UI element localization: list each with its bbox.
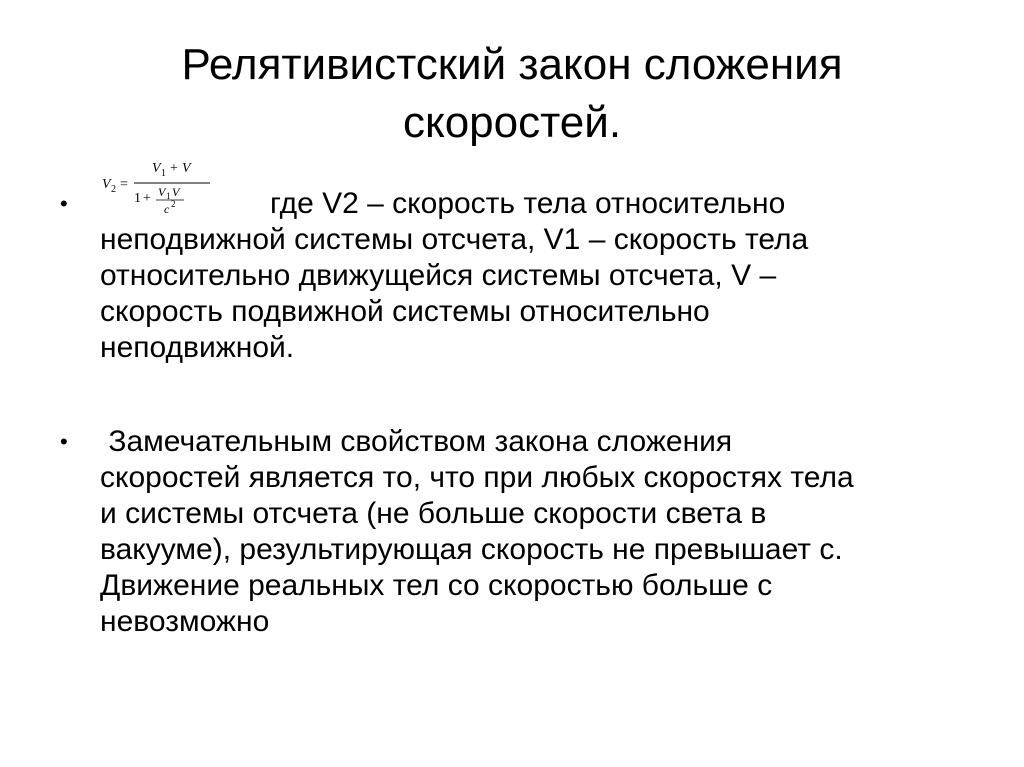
formula-num-v2: V	[182, 161, 191, 176]
formula-den-frac-v: V	[158, 185, 166, 199]
formula-num-v: V	[152, 161, 161, 176]
bullet-2-line-3: и системы отсчета (не больше скорости света в	[100, 497, 767, 530]
bullet-marker-1: •	[60, 191, 68, 216]
formula-den-frac-c: c	[164, 202, 170, 216]
formula-den-one: 1	[134, 191, 141, 206]
formula-den-frac-v2: V	[172, 185, 180, 199]
bullet-2-line-2: скоростей является то, что при любых скоростях тела	[100, 461, 854, 494]
slide-title-line-1: Релятивистский закон сложения	[181, 40, 843, 89]
formula-den-frac-sub: 1	[166, 191, 171, 201]
bullet-2-line-4: вакууме), результирующая скорость не превышает с.	[100, 533, 843, 566]
slide-title-line-2: скоростей.	[402, 98, 622, 147]
bullet-1-line-2: неподвижной системы отсчета, V1 – скорость тела	[100, 223, 809, 256]
bullet-text-2	[100, 424, 980, 640]
slide-title	[40, 36, 984, 152]
bullet-1-line-4: скорость подвижной системы относительно	[100, 295, 710, 328]
bullet-2-line-5: Движение реальных тел со скоростью больше с	[100, 569, 773, 602]
bullet-1-line-3: относительно движущейся системы отсчета, V –	[100, 259, 777, 292]
bullet-2-line-1: Замечательным свойством закона сложения	[100, 425, 733, 458]
bullet-2-line-6: невозможно	[100, 605, 270, 638]
bullet-1-line-5: неподвижной.	[100, 331, 295, 364]
formula-num-plus: +	[170, 161, 178, 176]
formula-num-sub: 1	[161, 168, 166, 179]
formula-den-plus: +	[143, 191, 151, 206]
bullet-1-line-1: где V2 – скорость тела относительно	[270, 187, 786, 220]
formula-den-frac-exp: 2	[171, 199, 176, 209]
bullet-marker-2: •	[60, 429, 68, 454]
formula-lhs: V	[102, 177, 111, 192]
bullet-text-1	[100, 186, 980, 366]
formula-lhs-sub: 2	[111, 184, 116, 195]
formula-equals: =	[120, 177, 128, 192]
